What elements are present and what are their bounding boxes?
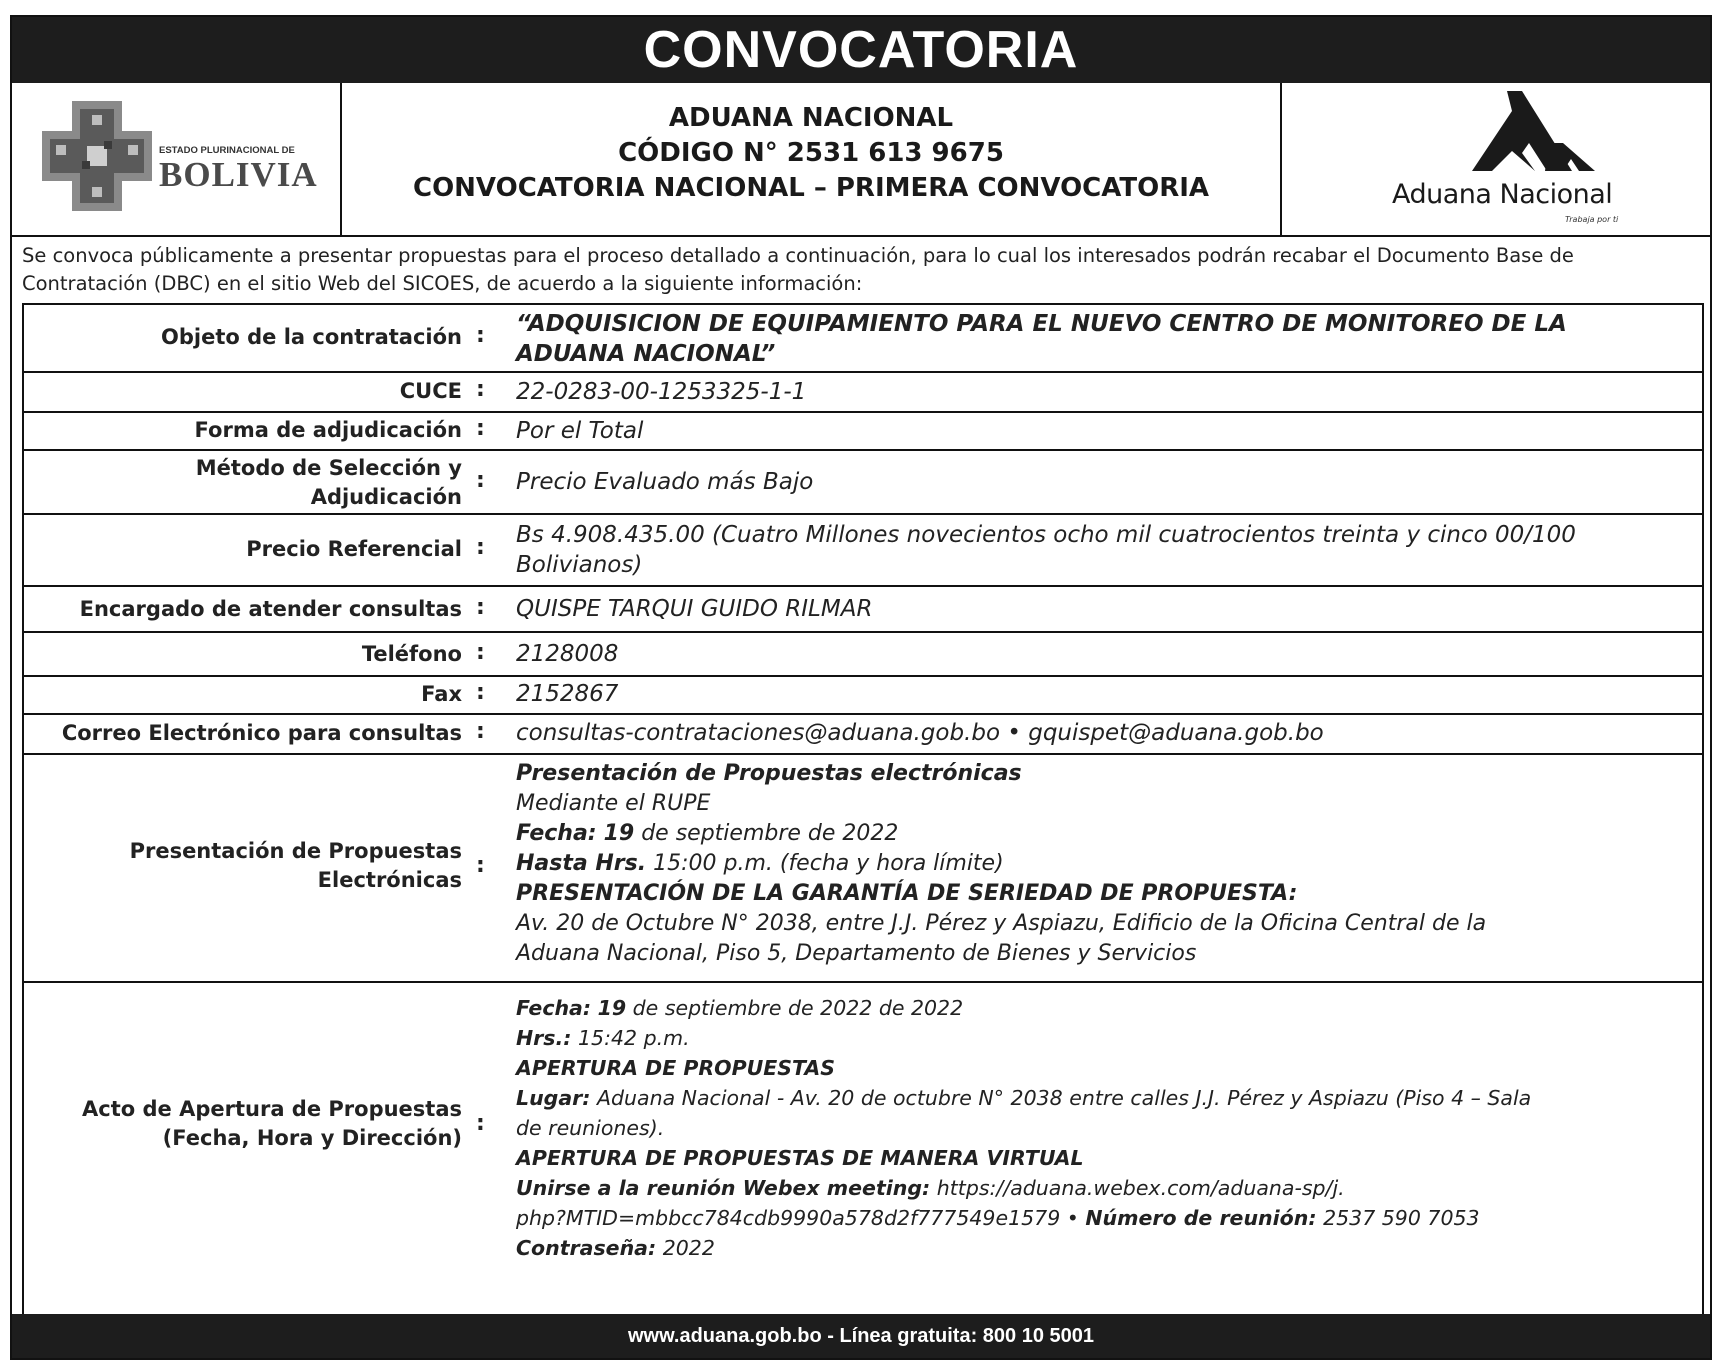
row-metodo <box>24 451 1702 515</box>
value-correo: consultas-contrataciones@aduana.gob.bo • gquispet@aduana.gob.bo <box>516 720 1324 746</box>
value-fax: 2152867 <box>516 681 619 707</box>
institution-name: ADUANA NACIONAL <box>668 103 954 133</box>
value-metodo: Precio Evaluado más Bajo <box>516 469 814 495</box>
colon: : <box>476 1111 485 1136</box>
apertura-line-6: APERTURA DE PROPUESTAS DE MANERA VIRTUAL <box>516 1146 1084 1170</box>
label-encargado: Encargado de atender consultas <box>79 597 462 621</box>
apertura-line-9: Contraseña: 2022 <box>516 1236 715 1260</box>
webex-link-cont[interactable]: php?MTID=mbbcc784cdb9990a578d2f777549e1579 • <box>516 1206 1086 1230</box>
label-apertura-line2: (Fecha, Hora y Dirección) <box>162 1126 462 1150</box>
colon: : <box>476 468 485 493</box>
colon: : <box>476 640 485 665</box>
value-cuce: 22-0283-00-1253325-1-1 <box>516 379 807 405</box>
label-presentacion <box>24 837 462 895</box>
value-encargado: QUISPE TARQUI GUIDO RILMAR <box>516 596 873 622</box>
aduana-mountain-icon <box>1467 91 1597 181</box>
bolivia-logo <box>12 83 342 235</box>
presentacion-line-2: Mediante el RUPE <box>516 791 711 816</box>
intro-text: Se convoca públicamente a presentar propuestas para el proceso detallado a continuación, para lo cual los interesados podrán recabar el Documento Base de Contratación (DBC) en el sitio Web del SICOES, de acuerdo a la siguiente información: <box>22 244 1574 295</box>
row-presentacion <box>24 755 1702 983</box>
row-forma <box>24 413 1702 451</box>
colon: : <box>476 680 485 705</box>
label-precio: Precio Referencial <box>246 537 462 561</box>
row-cuce <box>24 373 1702 413</box>
label-metodo-line1: Método de Selección y <box>195 456 462 480</box>
colon: : <box>476 535 485 560</box>
call-type: CONVOCATORIA NACIONAL – PRIMERA CONVOCATORIA <box>412 173 1210 203</box>
presentacion-line-5: PRESENTACIÓN DE LA GARANTÍA DE SERIEDAD DE PROPUESTA: <box>516 881 1298 906</box>
apertura-line-1: Fecha: 19 de septiembre de 2022 de 2022 <box>516 996 964 1020</box>
webex-link[interactable]: https://aduana.webex.com/aduana-sp/j. <box>930 1176 1345 1200</box>
label-metodo <box>24 454 462 512</box>
label-apertura-line1: Acto de Apertura de Propuestas <box>82 1097 462 1121</box>
row-telefono <box>24 633 1702 677</box>
brand-name: Aduana Nacional <box>1392 179 1613 210</box>
apertura-line-8: php?MTID=mbbcc784cdb9990a578d2f777549e1579 • Número de reunión: 2537 590 7053 <box>516 1206 1480 1230</box>
row-fax <box>24 677 1702 715</box>
label-presentacion-line1: Presentación de Propuestas <box>129 839 462 863</box>
logo-small-text: ESTADO PLURINACIONAL DE <box>159 145 295 156</box>
value-objeto: “ADQUISICION DE EQUIPAMIENTO PARA EL NUEVO CENTRO DE MONITOREO DE LA ADUANA NACIONAL” <box>516 311 1567 367</box>
apertura-line-4: Lugar: Aduana Nacional - Av. 20 de octubre N° 2038 entre calles J.J. Pérez y Aspiazu (Piso 4 – Sala <box>516 1086 1532 1110</box>
row-objeto <box>24 305 1702 373</box>
apertura-line-2: Hrs.: 15:42 p.m. <box>516 1026 690 1050</box>
value-apertura <box>516 993 1696 1263</box>
colon: : <box>476 719 485 744</box>
label-presentacion-line2: Electrónicas <box>317 868 462 892</box>
value-telefono: 2128008 <box>516 641 619 667</box>
label-fax: Fax <box>421 682 462 706</box>
apertura-line-3: APERTURA DE PROPUESTAS <box>516 1056 836 1080</box>
presentacion-line-4: Hasta Hrs. 15:00 p.m. (fecha y hora límite) <box>516 851 1004 876</box>
presentacion-line-3: Fecha: 19 de septiembre de 2022 <box>516 821 899 846</box>
brand-tagline: Trabaja por ti <box>1565 215 1619 224</box>
colon: : <box>476 853 485 878</box>
bolivia-emblem-icon <box>42 101 152 211</box>
value-precio: Bs 4.908.435.00 (Cuatro Millones novecientos ocho mil cuatrocientos treinta y cinco 00/100 Bolivianos) <box>516 522 1576 578</box>
colon: : <box>476 323 485 348</box>
presentacion-line-7: Aduana Nacional, Piso 5, Departamento de Bienes y Servicios <box>516 941 1197 966</box>
aduana-logo <box>1282 83 1712 235</box>
presentacion-line-6: Av. 20 de Octubre N° 2038, entre J.J. Pérez y Aspiazu, Edificio de la Oficina Central de la <box>516 911 1487 936</box>
code-line: CÓDIGO N° 2531 613 9675 <box>618 138 1004 168</box>
logo-big-text: BOLIVIA <box>159 155 318 194</box>
colon: : <box>476 595 485 620</box>
label-forma: Forma de adjudicación <box>194 418 462 442</box>
header-center <box>342 83 1282 235</box>
header <box>12 83 1710 237</box>
presentacion-line-1: Presentación de Propuestas electrónicas <box>516 761 1022 786</box>
page-title: CONVOCATORIA <box>12 17 1710 83</box>
value-forma: Por el Total <box>516 418 644 444</box>
label-correo: Correo Electrónico para consultas <box>61 721 462 745</box>
row-encargado <box>24 587 1702 633</box>
row-apertura <box>24 983 1702 1321</box>
row-correo <box>24 715 1702 755</box>
details-table <box>22 303 1704 1323</box>
row-precio <box>24 515 1702 587</box>
colon: : <box>476 377 485 402</box>
apertura-line-7: Unirse a la reunión Webex meeting: https://aduana.webex.com/aduana-sp/j. <box>516 1176 1345 1200</box>
label-apertura <box>24 1095 462 1153</box>
label-metodo-line2: Adjudicación <box>310 485 462 509</box>
label-cuce: CUCE <box>399 379 462 403</box>
announcement-frame <box>10 15 1712 1360</box>
colon: : <box>476 416 485 441</box>
label-objeto: Objeto de la contratación <box>161 325 462 349</box>
value-presentacion <box>516 759 1696 969</box>
apertura-line-5: de reuniones). <box>516 1116 665 1140</box>
footer: www.aduana.gob.bo - Línea gratuita: 800 10 5001 <box>12 1314 1710 1358</box>
label-telefono: Teléfono <box>361 642 462 666</box>
